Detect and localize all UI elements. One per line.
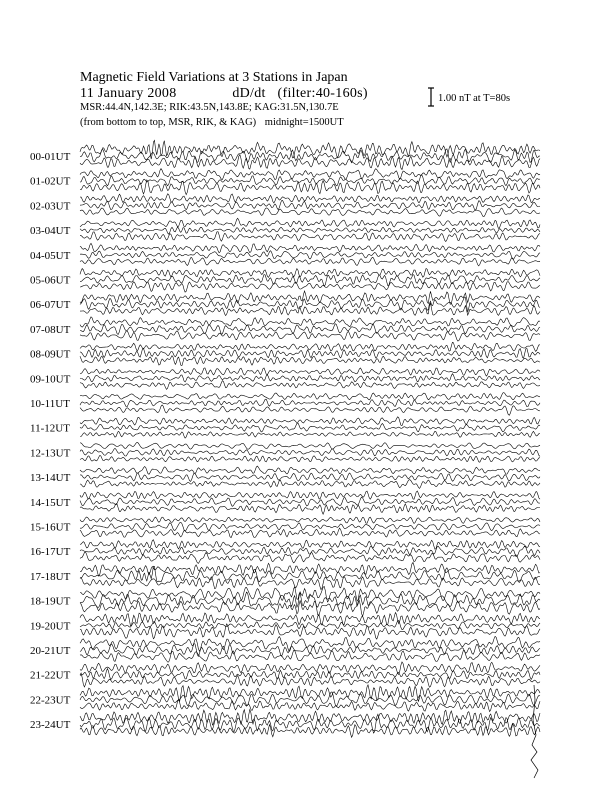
trace-kag [80, 491, 540, 499]
hour-row [30, 291, 540, 316]
hour-row [30, 243, 540, 266]
trace-rows [30, 140, 540, 778]
chart-title: Magnetic Field Variations at 3 Stations in Japan [80, 70, 348, 85]
trace-rik [80, 324, 540, 335]
hour-label: 02-03UT [30, 200, 71, 213]
trace-msr [80, 208, 540, 217]
hour-row [30, 342, 540, 365]
trace-msr [80, 356, 540, 366]
hour-row [30, 517, 540, 538]
hour-row [30, 317, 540, 341]
hour-row [30, 442, 540, 462]
hour-row [30, 662, 540, 687]
trace-msr [80, 576, 540, 589]
trace-rik [80, 149, 540, 163]
hour-label: 16-17UT [30, 546, 71, 559]
trace-msr [80, 456, 540, 463]
hour-row [30, 194, 540, 217]
hour-row [30, 710, 540, 738]
trace-rik [80, 669, 540, 680]
hour-label: 21-22UT [30, 669, 71, 682]
trace-kag [80, 442, 540, 449]
hour-row [30, 393, 540, 416]
hour-label: 18-19UT [30, 595, 71, 608]
hour-label: 22-23UT [30, 694, 71, 707]
hour-label: 19-20UT [30, 620, 71, 633]
hour-row [30, 636, 540, 662]
hour-label: 00-01UT [30, 151, 71, 163]
trace-rik [80, 621, 540, 630]
trace-rik [80, 497, 540, 506]
hour-label: 11-12UT [30, 422, 70, 435]
station-coordinates: MSR:44.4N,142.3E; RIK:43.5N,143.8E; KAG:31.5N,130.7E [80, 102, 339, 113]
hour-label: 23-24UT [30, 719, 71, 732]
trace-msr [80, 282, 540, 293]
hour-label: 07-08UT [30, 323, 71, 336]
hour-row [30, 218, 540, 241]
hour-row [30, 685, 540, 712]
trace-msr [80, 381, 540, 390]
trace-rik [80, 644, 540, 657]
component-label: dD/dt [232, 86, 266, 101]
trace-kag [80, 540, 540, 550]
scale-bar [428, 88, 434, 106]
trace-kag [80, 243, 540, 253]
trace-kag [80, 291, 540, 304]
trace-kag [80, 218, 540, 228]
hour-label: 14-15UT [30, 496, 71, 509]
trace-kag [80, 140, 540, 159]
station-order-label: (from bottom to top, MSR, RIK, & KAG) [80, 117, 257, 128]
hour-row [30, 562, 540, 589]
trace-kag [80, 317, 540, 327]
hour-label: 13-14UT [30, 472, 71, 485]
hour-label: 12-13UT [30, 447, 71, 460]
hour-label: 04-05UT [30, 249, 71, 262]
trace-msr [80, 331, 540, 341]
trace-kag [80, 194, 540, 203]
trace-kag [80, 169, 540, 180]
trace-msr [80, 724, 540, 737]
trace-rik [80, 201, 540, 211]
hour-label: 03-04UT [30, 225, 71, 238]
hour-label: 09-10UT [30, 373, 71, 386]
hour-row [30, 540, 540, 564]
hour-label: 01-02UT [30, 175, 71, 188]
trace-msr [80, 700, 540, 712]
hour-row [30, 269, 540, 293]
trace-rik [80, 227, 540, 234]
trace-kag [80, 562, 540, 576]
trace-msr [80, 552, 540, 564]
trace-msr [80, 673, 540, 687]
hour-row [30, 613, 540, 640]
trace-rik [80, 251, 540, 259]
trace-rik [80, 399, 540, 407]
trace-msr [80, 650, 540, 662]
hour-label: 05-06UT [30, 274, 71, 287]
trace-kag [80, 269, 540, 278]
hour-row [30, 491, 540, 514]
trace-msr [80, 431, 540, 438]
hour-label: 15-16UT [30, 521, 71, 534]
trace-msr [80, 232, 540, 242]
hour-label: 10-11UT [30, 398, 70, 410]
trace-msr [80, 504, 540, 515]
scale-bar-label: 1.00 nT at T=80s [438, 93, 511, 104]
hour-row [30, 169, 540, 195]
filter-label: (filter:40-160s) [277, 86, 368, 101]
trace-msr [80, 405, 540, 415]
trace-kag [80, 636, 540, 651]
trace-rik [80, 374, 540, 382]
hour-label: 17-18UT [30, 570, 71, 583]
trace-kag [80, 342, 540, 351]
trace-rik [80, 522, 540, 531]
hour-row [30, 466, 540, 488]
hour-row [30, 140, 540, 169]
trace-msr [80, 303, 540, 316]
trace-rik [80, 448, 540, 456]
hour-label: 06-07UT [30, 299, 71, 312]
trace-rik [80, 423, 540, 432]
trace-kag [80, 417, 540, 426]
midnight-label: midnight=1500UT [264, 117, 344, 128]
trace-kag [80, 393, 540, 400]
hour-label: 08-09UT [30, 348, 71, 361]
date-label: 11 January 2008 [80, 86, 177, 101]
hour-row [30, 417, 540, 438]
trace-kag [80, 368, 540, 376]
trace-kag [80, 466, 540, 474]
hour-row [30, 368, 540, 390]
trace-kag [80, 685, 540, 701]
trace-kag [80, 586, 540, 602]
hour-row [30, 586, 540, 616]
hour-label: 20-21UT [30, 645, 71, 657]
trace-msr [80, 528, 540, 538]
trace-kag [80, 517, 540, 523]
